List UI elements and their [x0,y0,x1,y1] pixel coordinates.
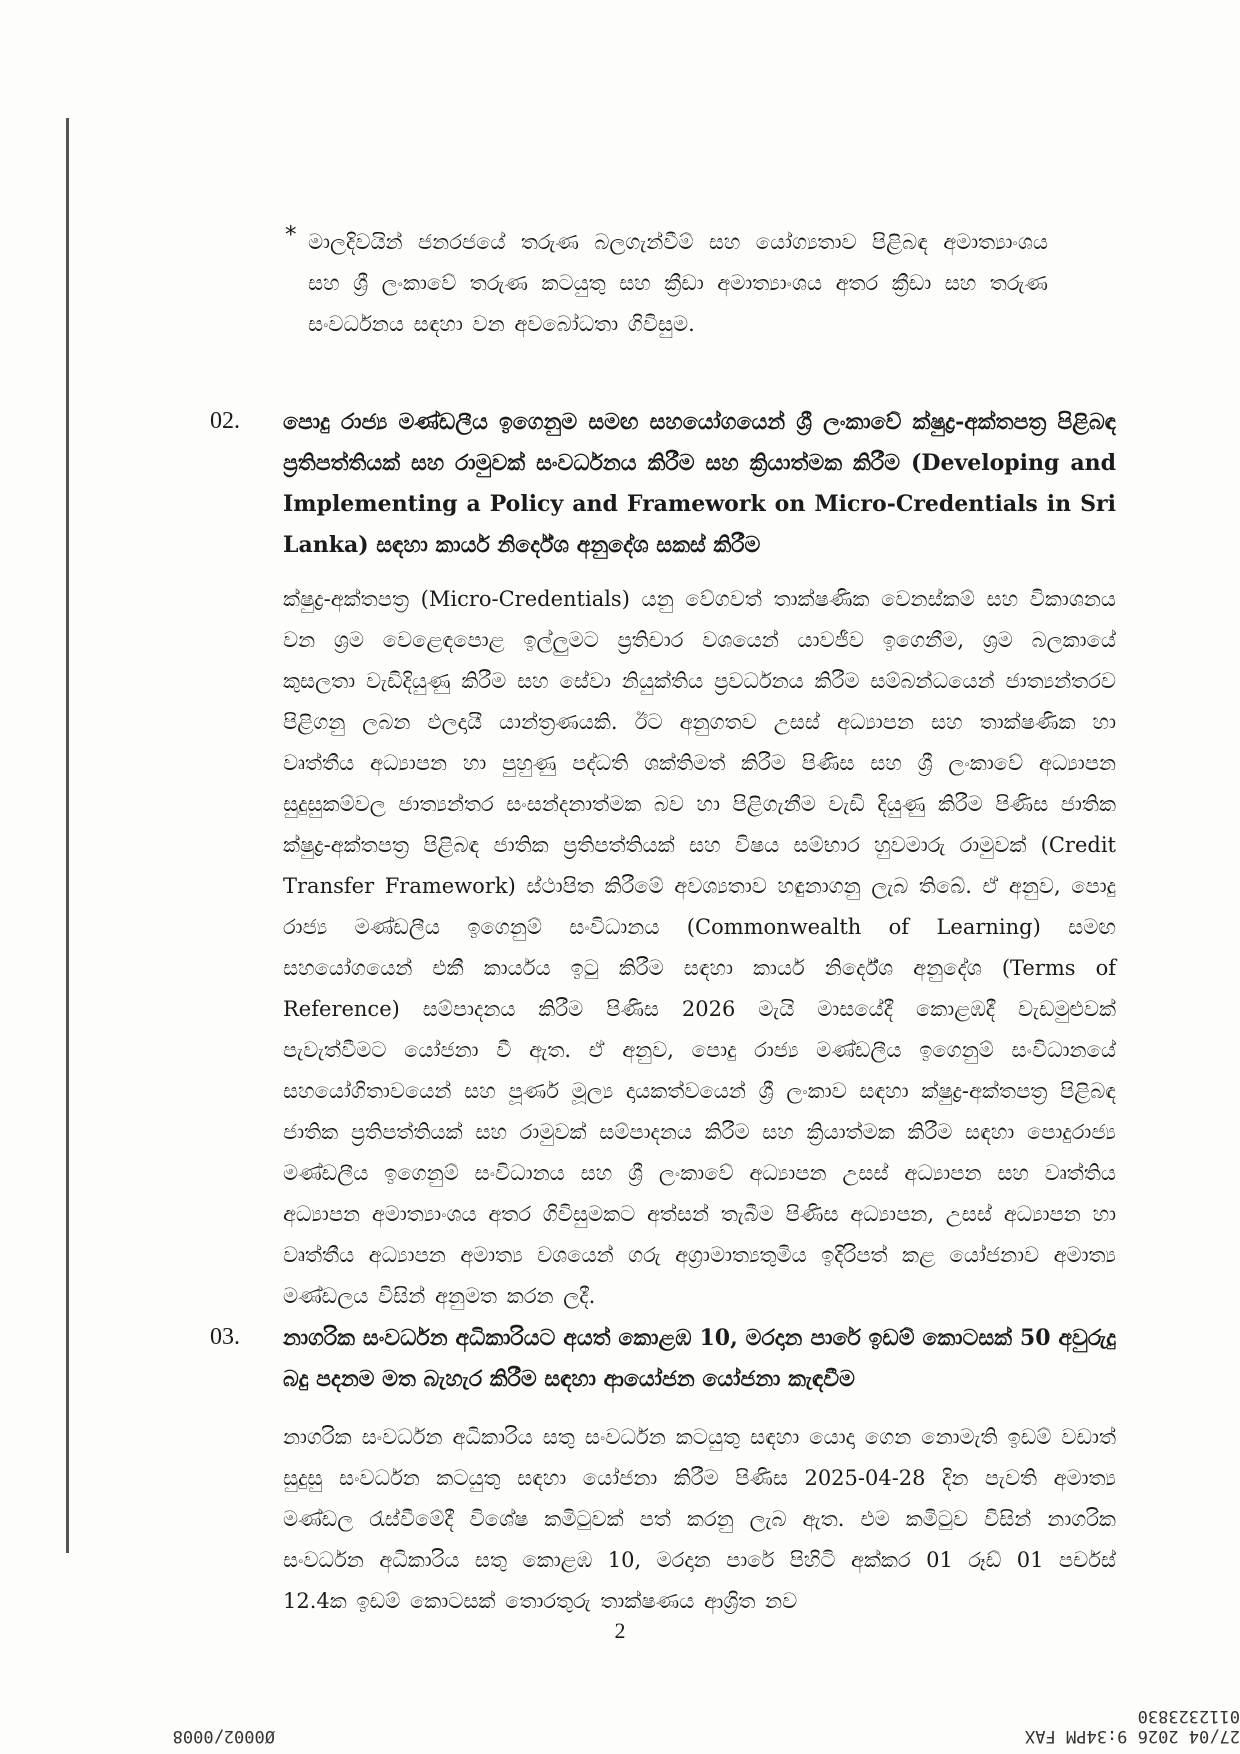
fax-transmission-info: 27/04 2026 9:34PM FAX 0112323830 [1025,1706,1240,1746]
bullet-item [285,222,1048,345]
page-number: 2 [614,1618,626,1643]
section-paragraph-02 [283,579,1116,1317]
bullet-text: මාලදිවයින් ජනරජයේ තරුණ බලගැන්වීම් සහ යෝග්‍යතාව පිළිබඳ අමාත්‍යාංශය සහ ශ්‍රී ලංකාවේ තරුණ කටයුතු සහ ක්‍රීඩා අමාත්‍යාංශය අතර ක්‍රීඩා සහ තරුණ සංවර්ධනය සඳහා වන අවබෝධතා ගිවිසුම. [308,230,1048,336]
margin-rule [66,118,69,1553]
section-number-02: 02. [210,408,240,434]
bullet-marker: * [285,222,297,248]
section-number-03: 03. [210,1324,240,1350]
section-paragraph-03 [283,1417,1116,1622]
paragraph-text: ක්ෂුද්‍ර-අක්තපත්‍ර (Micro-Credentials) යනු වේගවත් තාක්ෂණික වෙනස්කම් සහ විකාශනය වන ශ්‍රම වෙළෙඳපොළ ඉල්ලුමට ප්‍රතිචාර වශයෙන් යාවජීව ඉගෙනීම, ශ්‍රම බලකායේ කුසලතා වැඩිදියුණු කිරීම සහ සේවා නියුක්තිය ප්‍රවර්ධනය කිරීම සම්බන්ධයෙන් ජාත්‍යන්තරව පිළිගනු ලබන ඵලදායී යාන්ත්‍රණයකි. ඊට අනුගතව උසස් අධ්‍යාපන සහ තාක්ෂණික හා වෘත්තීය අධ්‍යාපන හා පුහුණු පද්ධති ශක්තිමත් කිරීම පිණිස සහ ශ්‍රී ලංකාවේ අධ්‍යාපන සුදුසුකම්වල ජාත්‍යන්තර සංසන්දනාත්මක බව හා පිළිගැනීම වැඩි දියුණු කිරීම පිණිස ජාතික ක්ෂුද්‍ර-අක්තපත්‍ර පිළිබඳ ජාතික ප්‍රතිපත්තියක් සහ විෂය සම්භාර හුවමාරු රාමුවක් (Credit Transfer Framework) ස්ථාපිත කිරීමේ අවශ්‍යතාව හඳුනාගනු ලැබ තිබේ. ඒ අනුව, පොදු රාජ්‍ය මණ්ඩලීය ඉගෙනුම් සංවිධානය (Commonwealth of Learning) සමඟ සහයෝගයෙන් එකී කාර්යය ඉටු කිරීම සඳහා කාර්ය නිර්දේශ අනුදේශ (Terms of Reference) සම්පාදනය කිරීම පිණිස 2026 මැයි මාසයේදී කොළඹදී වැඩමුළුවක් පැවැත්වීමට යෝජනා වී ඇත. ඒ අනුව, පොදු රාජ්‍ය මණ්ඩලීය ඉගෙනුම් සංවිධානයේ සහයෝගිතාවයෙන් සහ පූර්ණ මූල්‍ය දායකත්වයෙන් ශ්‍රී ලංකාව සඳහා ක්ෂුද්‍ර-අක්තපත්‍ර පිළිබඳ ජාතික ප්‍රතිපත්තියක් සහ රාමුවක් සම්පාදනය කිරීම සහ ක්‍රියාත්මක කිරීම සඳහා පොදුරාජ්‍ය මණ්ඩලීය ඉගෙනුම් සංවිධානය සහ ශ්‍රී ලංකාවේ අධ්‍යාපන උසස් අධ්‍යාපන සහ වෘත්තිය අධ්‍යාපන අමාත්‍යාංශය අතර ගිවිසුමකට අත්සන් තැබීම පිණිස අධ්‍යාපන, උසස් අධ්‍යාපන හා වෘත්තීය අධ්‍යාපන අමාත්‍ය වශයෙන් ගරු අග්‍රාමාත්‍යතුමිය ඉදිරිපත් කළ යෝජනාව අමාත්‍ය මණ්ඩලය විසින් අනුමත කරන ලදී. [283,587,1116,1308]
fax-page-counter: Ø0002/0008 [172,1726,275,1746]
section-title-03: නාගරික සංවර්ධන අධිකාරියට අයත් කොළඹ 10, මරදාන පාරේ ඉඩම් කොටසක් 50 අවුරුදු බදු පදනම මත බැහැර කිරීම සඳහා ආයෝජන යෝජනා කැඳවීම [283,1325,1116,1392]
fax-header-footer [0,1706,1240,1746]
section-title-02: පොදු රාජ්‍ය මණ්ඩලීය ඉගෙනුම සමඟ සහයෝගයෙන් ශ්‍රී ලංකාවේ ක්ෂුද්‍ර-අක්තපත්‍ර පිළිබඳ ප්‍රතිපත්තියක් සහ රාමුවක් සංවර්ධනය කිරීම සහ ක්‍රියාත්මක කිරීම (Developing and Implementing a Policy and Framework on Micro-Credentials in Sri Lanka) සඳහා කාර්ය නිර්දේශ අනුදේශ සකස් කිරීම [283,409,1116,558]
paragraph-text: නාගරික සංවර්ධන අධිකාරිය සතු සංවර්ධන කටයුතු සඳහා යොදා ගෙන නොමැති ඉඩම් වඩාත් සුදුසු සංවර්ධන කටයුතු සඳහා යෝජනා කිරීම පිණිස 2025-04-28 දින පැවති අමාත්‍ය මණ්ඩල රැස්වීමේදී විශේෂ කමිටුවක් පත් කරනු ලැබ ඇත. එම කමිටුව විසින් නාගරික සංවර්ධන අධිකාරිය සතු කොළඹ 10, මරදාන පාරේ පිහිටි අක්කර 01 රූඩ් 01 පර්චස් 12.4ක ඉඩම් කොටසක් තොරතුරු තාක්ෂණය ආශ්‍රිත නව [283,1425,1116,1613]
